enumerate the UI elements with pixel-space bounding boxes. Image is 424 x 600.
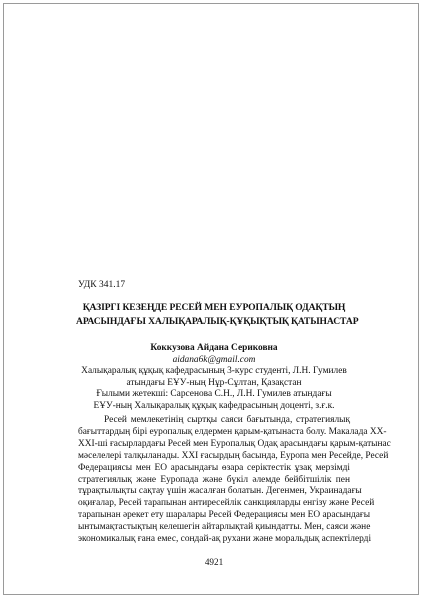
author-name: Коккузова Айдана Сериковна [150,343,278,353]
body-line: мәселелері талқыланады. XXI ғасырдың басында, Еуропа мен Ресейде, Ресей [78,450,389,461]
body-line: ынтымақтастықтың келешегін айтарлықтай қиындатты. Мен, саяси және [78,522,371,533]
body-line: XXI-ші ғасырлардағы Ресей мен Еуропалық Одақ арасындағы қарым-қатынас [78,438,391,449]
body-line: бағыттардың бірі еуропалық елдермен қарым-қатынаста болу. Макалада ХХ- [78,426,387,437]
paper-title [76,301,359,329]
body-line: Федерациясы мен ЕО арасындағы өзара серіктестік ұзақ мерзімді [78,462,350,473]
supervisor-line: ЕҰУ-ның Халықаралық құқық кафедрасының доценті, з.ғ.к. [93,400,335,411]
title-line: АРАСЫНДАҒЫ ХАЛЫҚАРАЛЫҚ-ҚҰҚЫҚТЫҚ ҚАТЫНАСТАР [76,316,359,327]
body-line: тұрақтылықты сақтау үшін жасалған болатын. Дегенмен, Украинадағы [78,486,362,497]
page-number: 4921 [204,557,224,567]
abstract-body [78,415,391,546]
udc-code: УДК 341.17 [78,280,126,290]
title-line: ҚАЗІРГІ КЕЗЕҢДЕ РЕСЕЙ МЕН ЕУРОПАЛЫҚ ОДАҚТЫҢ [82,302,346,313]
body-line: Ресей мемлекетінің сыртқы саяси бағытында, стратегиялық [104,415,350,425]
affiliation-line: Халықаралық құқық кафедрасының 3-курс студенті, Л.Н. Гумилев [81,366,347,377]
supervisor-line: Ғылыми жетекші: Сарсенова С.Н., Л.Н. Гумилев атындағы [96,389,332,400]
author-block [78,343,350,413]
affiliation-line: атындағы ЕҰУ-ның Нұр-Сұлтан, Қазақстан [126,377,302,388]
body-line: стратегиялық және Еуропада және бүкіл әлемде бейбітшілік пен [78,474,350,485]
author-email: aidana6k@gmail.com [172,354,256,365]
body-line: тарапынан әрекет ету шаралары Ресей Федерациясы мен ЕО арасындағы [78,510,371,521]
body-line: оқиғалар, Ресей тарапынан антиресейлік санкцияларды енгізу және Ресей [78,498,375,509]
body-line: экономикалық ғана емес, сондай-ақ рухани және моральдық аспектілерді [78,534,372,545]
